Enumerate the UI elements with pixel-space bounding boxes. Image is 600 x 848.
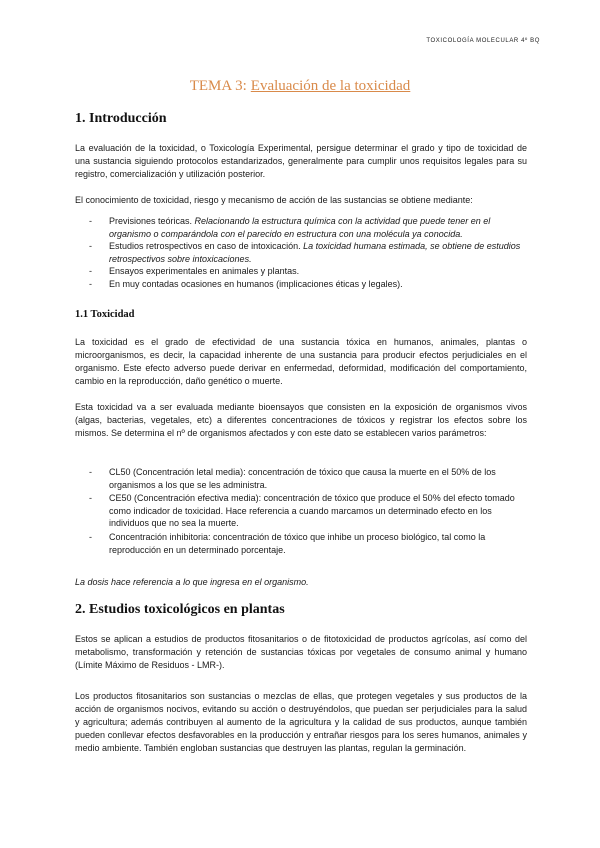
parameter-item <box>75 531 527 556</box>
section-1-1-paragraph-1: La toxicidad es el grado de efectividad de una sustancia tóxica en humanos, animales, plantas o microorganismos, es decir, la capacidad inherente de una sustancia para producir efectos perjudiciales en el organismo. Este efecto adverso puede derivar en enfermedad, deformidad, modificación del comportamiento, cambio en la reproducción, daño genético o muerte. <box>75 337 527 386</box>
list-dash: - <box>89 216 92 226</box>
parameter-item <box>75 492 527 530</box>
section-1-heading: 1. Introducción <box>75 111 167 126</box>
parameter-item-text: CL50 (Concentración letal media): concentración de tóxico que causa la muerte en el 50% de los organismos a los que se les administra. <box>109 467 496 490</box>
method-item <box>75 278 527 291</box>
section-1-heading-wrap <box>75 111 527 127</box>
section-1-1-heading: 1.1 Toxicidad <box>75 309 135 320</box>
section-1-paragraph-2-wrap <box>75 194 527 207</box>
section-1-paragraph-1-wrap <box>75 142 527 181</box>
dose-note: La dosis hace referencia a lo que ingresa en el organismo. <box>75 577 309 587</box>
list-dash: - <box>89 467 92 477</box>
section-2-heading: 2. Estudios toxicológicos en plantas <box>75 602 285 617</box>
list-dash: - <box>89 531 92 542</box>
method-item <box>75 265 527 278</box>
document-title <box>0 78 600 95</box>
section-2-paragraph-2-wrap <box>75 690 527 755</box>
list-dash: - <box>89 266 92 277</box>
title-subject: Evaluación de la toxicidad <box>250 78 411 94</box>
method-item <box>75 240 527 265</box>
method-item-italic: Relacionando la estructura química con la actividad que puede tener en el organismo o comparándola con el parecido en estructura con una molécula ya conocida. <box>109 216 491 239</box>
method-item-text: En muy contadas ocasiones en humanos (implicaciones éticas y legales). <box>109 278 403 289</box>
list-dash: - <box>89 278 92 289</box>
section-1-1-paragraph-2-wrap <box>75 401 527 440</box>
method-item-text: Ensayos experimentales en animales y plantas. <box>109 266 300 277</box>
section-2-heading-wrap <box>75 602 527 618</box>
section-1-paragraph-1: La evaluación de la toxicidad, o Toxicología Experimental, persigue determinar el grado y tipo de toxicidad de una sustancia siguiendo protocolos estandarizados, generalmente para cumplir unos requisitos legales para su registro, comercialización y utilización posterior. <box>75 143 527 179</box>
section-2-paragraph-2: Los productos fitosanitarios son sustancias o mezclas de ellas, que protegen vegetales y sus productos de la acción de organismos nocivos, evitando su acción o destruyéndolos, que puedan ser perjudiciales para la salud y agricultura; además contribuyen al aumento de la agricultura y la calidad de sus productos, aunque también pueden conllevar efectos desfavorables en la producción y entrañar riesgos para los seres humanos, animales y medio ambiente. También engloban sustancias que destruyen las plantas, regulan la germinación. <box>75 691 527 753</box>
section-1-1-paragraph-2: Esta toxicidad va a ser evaluada mediante bioensayos que consisten en la exposición de organismos vivos (algas, bacterias, vegetales, etc) a diferentes concentraciones de tóxicos y registrar los efectos sobre los mismos. Se determina el nº de organismos afectados y con este dato se establecen varios parámetros: <box>75 402 527 438</box>
section-1-1-paragraph-1-wrap <box>75 336 527 388</box>
method-item-italic: La toxicidad humana estimada, se obtiene de estudios retrospectivos sobre intoxicaciones. <box>109 241 521 264</box>
list-dash: - <box>89 241 92 252</box>
section-1-1-heading-wrap <box>75 309 527 320</box>
section-2-paragraph-1: Estos se aplican a estudios de productos fitosanitarios o de fitotoxicidad de productos agrícolas, así como del metabolismo, transformación y retención de sustancias tóxicas por vegetales de consumo animal y humano (Límite Máximo de Residuos - LMR-). <box>75 634 527 670</box>
parameter-item-text: Concentración inhibitoria: concentración de tóxico que inhibe un proceso biológico, tal como la reproducción en un determinado porcentaje. <box>109 531 486 555</box>
method-item-text: Estudios retrospectivos en caso de intoxicación. <box>109 241 304 252</box>
running-header: TOXICOLOGÍA MOLECULAR 4º BQ <box>426 38 540 44</box>
section-1-1-list-wrap <box>75 466 527 556</box>
section-1-paragraph-2: El conocimiento de toxicidad, riesgo y mecanismo de acción de las sustancias se obtiene mediante: <box>75 195 473 205</box>
method-item <box>75 215 527 240</box>
parameter-list <box>75 466 527 556</box>
parameter-item-text: CE50 (Concentración efectiva media): concentración de tóxico que produce el 50% del efecto tomado como indicador de toxicidad. Hace referencia a cuando marcamos un determinado efecto en los individuos que no sea la muerte. <box>109 493 515 529</box>
method-list <box>75 215 527 291</box>
section-1-list-wrap <box>75 215 527 291</box>
list-dash: - <box>89 493 92 504</box>
title-label: TEMA 3: <box>189 78 247 94</box>
section-1-1-note-wrap <box>75 576 527 589</box>
parameter-item <box>75 466 527 491</box>
method-item-text: Previsiones teóricas. <box>109 216 195 226</box>
section-2-paragraph-1-wrap <box>75 633 527 672</box>
